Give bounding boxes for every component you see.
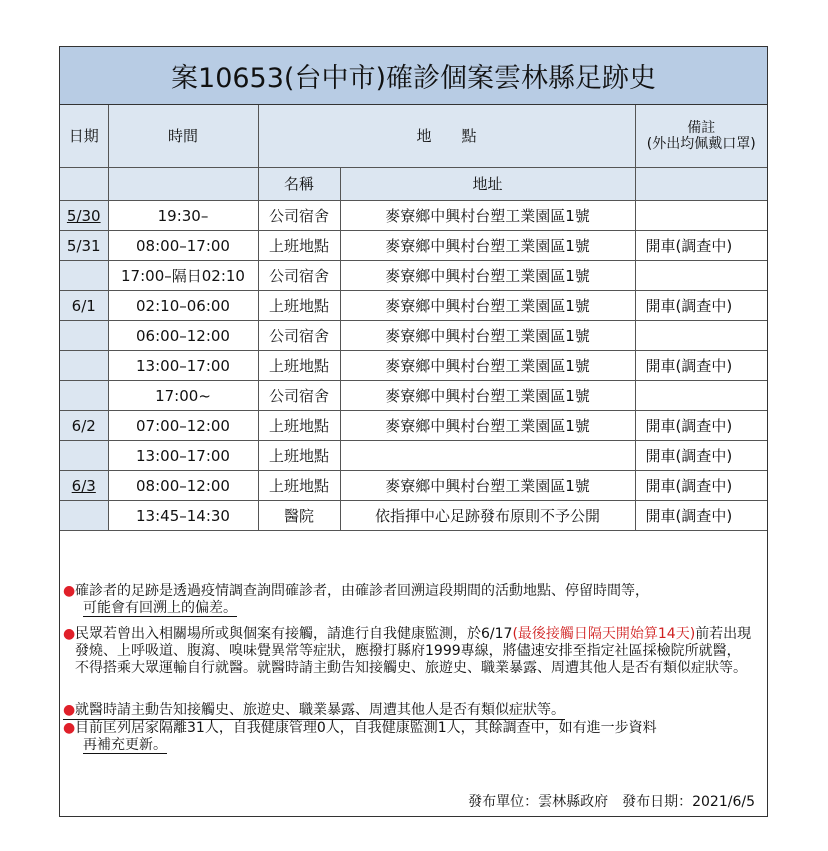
row-place-name: 上班地點	[258, 291, 340, 321]
table-row	[60, 441, 767, 471]
row-date	[60, 261, 108, 291]
note-text: 再補充更新。	[83, 737, 167, 753]
header-time: 時間	[108, 105, 258, 168]
table-row	[60, 381, 767, 411]
row-note: 開車(調查中)	[635, 231, 767, 261]
row-date	[60, 501, 108, 531]
bullet-icon: ●	[63, 583, 76, 599]
row-time: 17:00–隔日02:10	[108, 261, 258, 291]
bullet-icon: ●	[63, 626, 76, 642]
row-time: 13:00–17:00	[108, 351, 258, 381]
note-item	[63, 702, 565, 720]
table-row	[60, 501, 767, 531]
row-time: 07:00–12:00	[108, 411, 258, 441]
table-row	[60, 231, 767, 261]
row-place-name: 上班地點	[258, 411, 340, 441]
row-time: 13:45–14:30	[108, 501, 258, 531]
row-time: 06:00–12:00	[108, 321, 258, 351]
row-note	[635, 381, 767, 411]
row-address: 麥寮鄉中興村台塑工業園區1號	[340, 381, 635, 411]
row-date	[60, 351, 108, 381]
note-text: 就醫時請主動告知接觸史、旅遊史、職業暴露、周遭其他人是否有類似症狀等。	[63, 702, 565, 720]
row-place-name: 上班地點	[258, 471, 340, 501]
note-highlight: (最後接觸日隔天開始算14天)	[512, 626, 696, 642]
row-place-name: 醫院	[258, 501, 340, 531]
row-date-label: 6/3	[71, 476, 96, 495]
row-date-label: 5/30	[66, 206, 101, 225]
row-note: 開車(調查中)	[635, 441, 767, 471]
table-row	[60, 201, 767, 231]
row-note: 開車(調查中)	[635, 501, 767, 531]
note-text: 民眾若曾出入相關場所或與個案有接觸，請進行自我健康監測，於6/17	[75, 626, 513, 642]
table-row	[60, 351, 767, 381]
footprint-document	[59, 46, 768, 817]
note-text: 確診者的足跡是透過疫情調查詢問確診者，由確診者回溯這段期間的活動地點、停留時間等，	[75, 583, 649, 599]
table-row	[60, 471, 767, 501]
table-row	[60, 321, 767, 351]
row-place-name: 公司宿舍	[258, 321, 340, 351]
row-place-name: 上班地點	[258, 351, 340, 381]
row-note: 開車(調查中)	[635, 471, 767, 501]
row-address	[340, 441, 635, 471]
table-row	[60, 291, 767, 321]
row-address: 麥寮鄉中興村台塑工業園區1號	[340, 291, 635, 321]
row-date	[60, 231, 108, 261]
row-date	[60, 411, 108, 441]
header-address: 地址	[340, 168, 635, 201]
row-date	[60, 201, 108, 231]
row-note: 開車(調查中)	[635, 411, 767, 441]
row-date-label: 6/2	[71, 416, 96, 435]
table-row	[60, 261, 767, 291]
header-place: 地 點	[258, 105, 635, 168]
row-address: 依指揮中心足跡發布原則不予公開	[340, 501, 635, 531]
row-note	[635, 321, 767, 351]
header-date: 日期	[60, 105, 108, 168]
row-time: 08:00–12:00	[108, 471, 258, 501]
header-note: 備註 (外出均佩戴口罩)	[635, 105, 767, 168]
row-date	[60, 381, 108, 411]
publish-info: 發布單位：雲林縣政府 發布日期：2021/6/5	[468, 794, 755, 810]
row-time: 13:00–17:00	[108, 441, 258, 471]
bullet-icon: ●	[63, 702, 76, 718]
note-item	[63, 626, 753, 677]
row-address: 麥寮鄉中興村台塑工業園區1號	[340, 231, 635, 261]
table-body	[60, 201, 767, 531]
row-date	[60, 471, 108, 501]
page-title: 案10653(台中市)確診個案雲林縣足跡史	[60, 47, 767, 105]
row-address: 麥寮鄉中興村台塑工業園區1號	[340, 321, 635, 351]
note-text: 前若出現發燒、上呼吸道、腹瀉、嗅味覺異常等症狀，應撥打縣府1999專線，將儘速安排至指定社區採檢院所就醫，不得搭乘大眾運輸自行就醫。就醫時請主動告知接觸史、旅遊史、職業暴露、周遭其他人是否有類似症狀等。	[75, 626, 752, 676]
row-place-name: 公司宿舍	[258, 201, 340, 231]
row-address: 麥寮鄉中興村台塑工業園區1號	[340, 201, 635, 231]
row-note	[635, 201, 767, 231]
row-place-name: 上班地點	[258, 231, 340, 261]
table-row	[60, 411, 767, 441]
note-item	[63, 583, 649, 617]
header-name: 名稱	[258, 168, 340, 201]
footprint-table	[60, 105, 767, 531]
row-place-name: 公司宿舍	[258, 381, 340, 411]
row-date	[60, 441, 108, 471]
row-time: 19:30–	[108, 201, 258, 231]
row-address: 麥寮鄉中興村台塑工業園區1號	[340, 351, 635, 381]
row-address: 麥寮鄉中興村台塑工業園區1號	[340, 411, 635, 441]
row-time: 17:00~	[108, 381, 258, 411]
row-date-label: 5/31	[66, 236, 101, 255]
row-place-name: 公司宿舍	[258, 261, 340, 291]
row-time: 02:10–06:00	[108, 291, 258, 321]
row-note	[635, 261, 767, 291]
row-time: 08:00–17:00	[108, 231, 258, 261]
row-note: 開車(調查中)	[635, 351, 767, 381]
row-place-name: 上班地點	[258, 441, 340, 471]
row-date	[60, 291, 108, 321]
note-item	[63, 720, 753, 754]
row-date	[60, 321, 108, 351]
row-address: 麥寮鄉中興村台塑工業園區1號	[340, 261, 635, 291]
note-text: 目前匡列居家隔離31人，自我健康管理0人，自我健康監測1人，其餘調查中，如有進一步資料	[75, 720, 657, 736]
row-address: 麥寮鄉中興村台塑工業園區1號	[340, 471, 635, 501]
bullet-icon: ●	[63, 720, 76, 736]
note-text: 可能會有回溯上的偏差。	[83, 600, 237, 616]
row-date-label: 6/1	[71, 296, 96, 315]
row-note: 開車(調查中)	[635, 291, 767, 321]
